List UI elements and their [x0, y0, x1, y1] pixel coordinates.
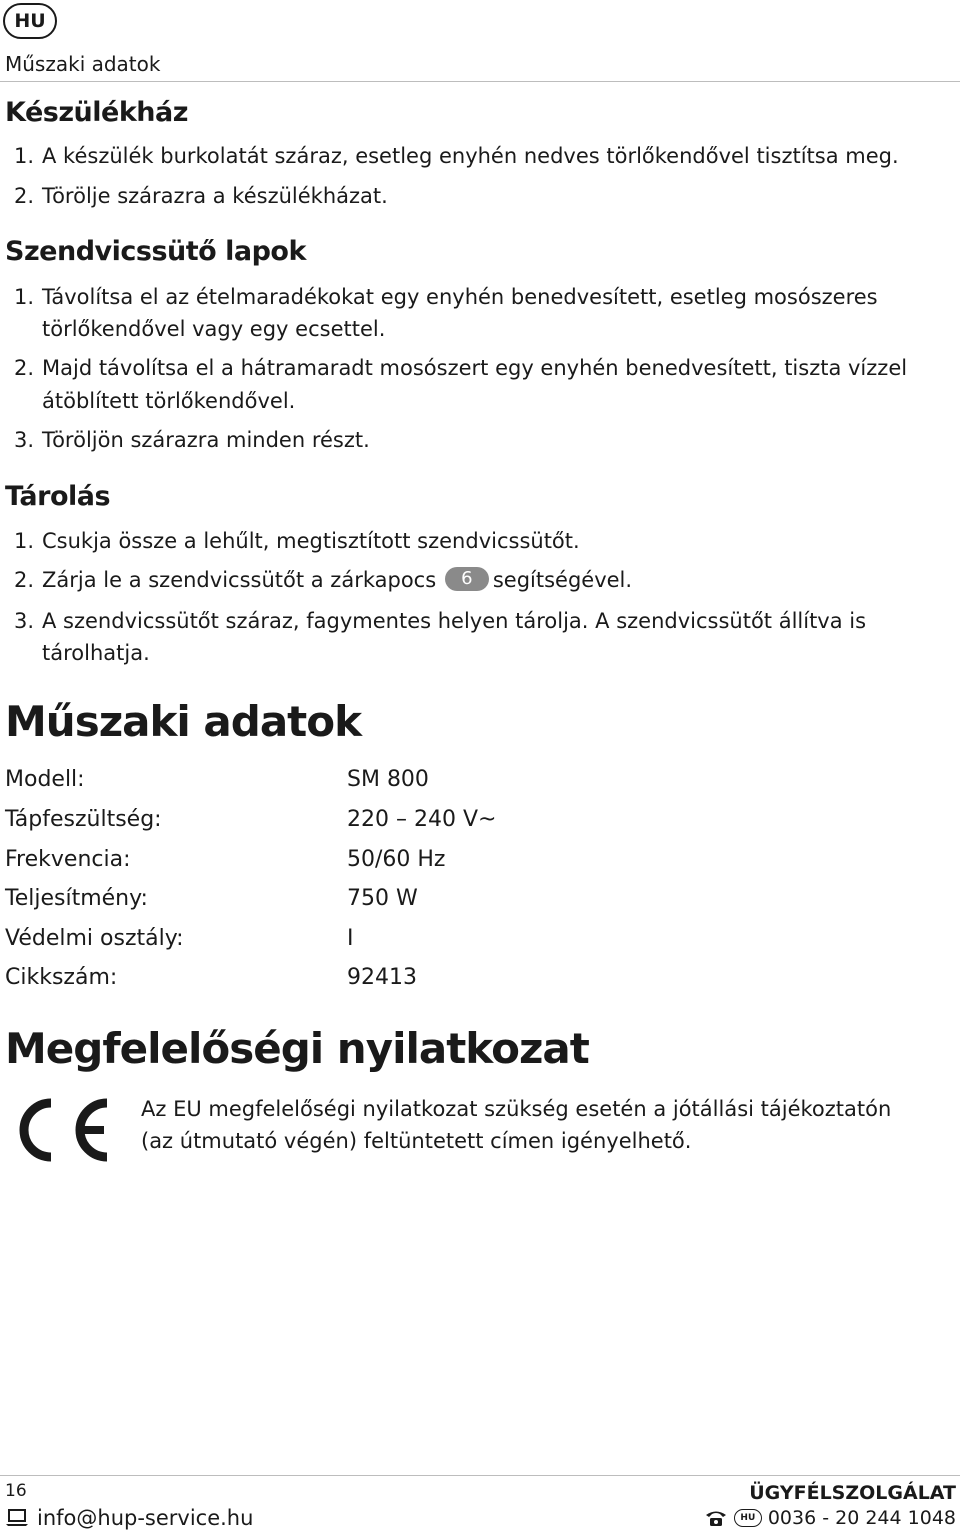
footer-phone — [704, 1507, 956, 1529]
conformity-text-line-1: Az EU megfelelőségi nyilatkozat szükség esetén a jótállási tájékoztatón — [141, 1097, 892, 1121]
language-badge: HU — [3, 3, 57, 39]
plates-heading: Szendvicssütő lapok — [5, 236, 306, 267]
phone-number[interactable]: 0036 - 20 244 1048 — [767, 1507, 956, 1529]
specs-heading: Műszaki adatok — [5, 697, 362, 746]
conformity-text-line-2: (az útmutató végén) feltüntetett címen igényelhető. — [141, 1129, 692, 1153]
spec-label-voltage: Tápfeszültség: — [5, 807, 162, 832]
spec-label-article-number: Cikkszám: — [5, 965, 118, 990]
storage-item-3 — [14, 605, 866, 637]
conformity-text — [141, 1093, 941, 1157]
item-text: Majd távolítsa el a hátramaradt mosószert egy enyhén benedvesített, tiszta vízzel — [42, 356, 908, 380]
item-number: 3. — [14, 428, 35, 452]
spec-label-frequency: Frekvencia: — [5, 847, 131, 872]
item-number: 2. — [14, 568, 35, 592]
spec-value-frequency: 50/60 Hz — [347, 847, 446, 872]
ce-mark-icon — [12, 1093, 114, 1167]
item-number: 2. — [14, 356, 35, 380]
housing-item-2 — [14, 180, 388, 212]
spec-value-voltage: 220 – 240 V~ — [347, 807, 497, 832]
storage-item-3-continuation: tárolhatja. — [42, 641, 150, 665]
housing-item-1 — [14, 140, 899, 172]
laptop-icon — [5, 1509, 29, 1527]
conformity-heading: Megfelelőségi nyilatkozat — [5, 1024, 589, 1073]
item-text: Távolítsa el az ételmaradékokat egy enyhén benedvesített, esetleg mosószeres — [42, 285, 878, 309]
item-number: 3. — [14, 609, 35, 633]
storage-item-2 — [14, 564, 632, 596]
part-number-badge: 6 — [445, 567, 489, 591]
spec-value-model: SM 800 — [347, 767, 429, 792]
telephone-icon — [704, 1509, 728, 1527]
customer-service-title: ÜGYFÉLSZOLGÁLAT — [749, 1482, 956, 1504]
item-number: 1. — [14, 529, 35, 553]
plates-item-2-continuation: átöblített törlőkendővel. — [42, 389, 296, 413]
item-text: A készülék burkolatát száraz, esetleg enyhén nedves törlőkendővel tisztítsa meg. — [42, 144, 899, 168]
item-text: Töröljön szárazra minden részt. — [42, 428, 370, 452]
spec-label-power: Teljesítmény: — [5, 886, 148, 911]
country-badge: HU — [734, 1509, 762, 1527]
plates-item-2 — [14, 352, 907, 384]
housing-heading: Készülékház — [5, 97, 188, 128]
plates-item-1-continuation: törlőkendővel vagy egy ecsettel. — [42, 317, 386, 341]
spec-value-power: 750 W — [347, 886, 418, 911]
spec-label-protection-class: Védelmi osztály: — [5, 926, 184, 951]
item-number: 1. — [14, 285, 35, 309]
footer-divider — [0, 1475, 960, 1476]
item-text: Törölje szárazra a készülékházat. — [42, 184, 388, 208]
page-number: 16 — [5, 1481, 27, 1501]
storage-item-1 — [14, 525, 580, 557]
item-text: Zárja le a szendvicssütőt a zárkapocs — [42, 568, 437, 592]
spec-value-protection-class: I — [347, 926, 354, 951]
item-number: 2. — [14, 184, 35, 208]
plates-item-1 — [14, 281, 878, 313]
spec-value-article-number: 92413 — [347, 965, 417, 990]
item-text: Csukja össze a lehűlt, megtisztított szendvicssütőt. — [42, 529, 580, 553]
plates-item-3 — [14, 424, 370, 456]
email-address[interactable]: info@hup-service.hu — [37, 1506, 254, 1530]
item-text: A szendvicssütőt száraz, fagymentes helyen tárolja. A szendvicssütőt állítva is — [42, 609, 867, 633]
storage-heading: Tárolás — [5, 481, 111, 512]
footer-email — [5, 1506, 253, 1530]
header-divider — [0, 81, 960, 82]
item-text-after: segítségével. — [492, 568, 633, 592]
section-header: Műszaki adatok — [5, 52, 161, 76]
spec-label-model: Modell: — [5, 767, 85, 792]
item-number: 1. — [14, 144, 35, 168]
